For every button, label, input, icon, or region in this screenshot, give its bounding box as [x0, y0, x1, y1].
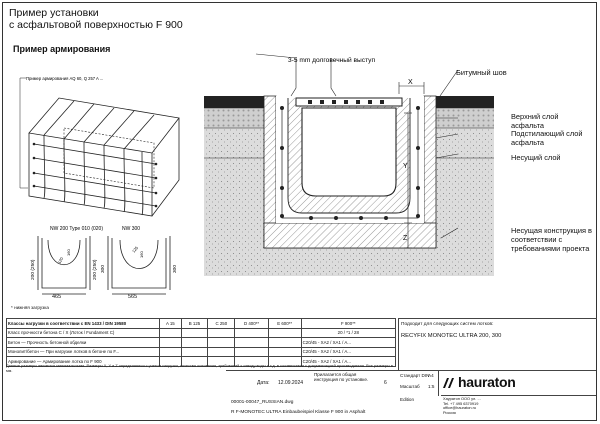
company-contacts: Хауратон ООО ул. ... Tel. +7 495 6370919 office@hauraton.ru Россия [441, 395, 596, 421]
product-name: RECYFIX MONOTEC ULTRA 200, 300 [401, 333, 502, 339]
class-b125: B 125 [181, 319, 208, 329]
section-left-title: NW 200 Type 010 (020) [50, 226, 103, 232]
label-bearing-layer: Несущий слой [511, 153, 561, 162]
right-width: 565 [128, 294, 138, 300]
doc-title: R F-MONOTEC ULTRA Einbaubeispiel Klasse F 900 in Asphalt [231, 410, 366, 415]
cage-label: Пример армирования AQ 60, Q 257 A ... [26, 76, 104, 81]
label-base-asphalt: Подстилающий слой асфальта [511, 129, 583, 147]
date-value: 12.09.2024 [278, 380, 304, 386]
svg-text:120: 120 [56, 256, 65, 265]
install-note: Прилагается общая инструкция по установке. [314, 372, 369, 383]
svg-text:160: 160 [66, 249, 71, 256]
class-f900: F 900** [301, 319, 395, 329]
page-title: Пример установки с асфальтовой поверхностью F 900 [9, 7, 183, 31]
dim-z: Z [403, 235, 408, 242]
label-bitumen-joint: Битумный шов [456, 68, 507, 77]
dim-y: Y [403, 163, 408, 170]
svg-text:160: 160 [139, 251, 144, 258]
cross-section-drawing [196, 48, 596, 298]
dim-x: X [408, 79, 413, 86]
left-width: 465 [52, 294, 62, 300]
page-number: 6 [384, 380, 387, 386]
class-e600: E 600** [268, 319, 301, 329]
bottom-note: * нижняя загрузка [11, 305, 49, 310]
suitable-systems-box: Подходит для следующих систем лотков: RECYFIX MONOTEC ULTRA 200, 300 [398, 318, 597, 371]
svg-text:300: 300 [173, 264, 178, 273]
svg-text:300: 300 [101, 264, 106, 273]
reinforcement-drawing [4, 58, 194, 298]
svg-text:125: 125 [130, 245, 140, 254]
reinforcement-heading: Пример армирования [13, 44, 111, 54]
label-top-asphalt: Верхний слой асфальта [511, 112, 559, 130]
class-a15: A 15 [160, 319, 182, 329]
svg-text:200 (250): 200 (250) [93, 259, 98, 280]
date-label: Дата: [257, 380, 270, 386]
protrusion-label: 3-5 mm долговечный выступ [288, 57, 376, 64]
section-right-title: NW 300 [122, 226, 141, 232]
class-c250: C 250 [208, 319, 235, 329]
logo-mark-icon [442, 376, 456, 388]
svg-text:200 (250): 200 (250) [31, 259, 36, 280]
class-d400: D 400** [235, 319, 268, 329]
label-bearing-structure: Несущая конструкция в соответствии с требованиями проекта [511, 226, 592, 253]
doc-number: 00001-00047_RUSSIAN.dwg [231, 400, 294, 405]
table-footnote: Данные размеры являются минимальными. Размеры X, Y и Z определяются с учетом нагрузки, качества основания, требований к отводу воды и т.д. в соответствии с документацией производителя. Все размеры в мм. [6, 363, 393, 373]
load-class-table: Классы нагрузки в соответствии с EN 1433 / DIN 19580 A 15 B 125 C 250 D 400** E 600** F 900** Класс прочности бетона C / X (Лоток / Fundament C) 20 / *1 / 28 Бетон — Прочность бетонной обделки C20/45 - XA2 / XA1 / A... Монолит/бетон — При нагрузке лотков в бетоне по F... C20/45 - XA2 / XA1 / A... Армирование — Армирование лотка по F 900 C20/45 - XA2 / XA1 / A... [6, 318, 396, 367]
